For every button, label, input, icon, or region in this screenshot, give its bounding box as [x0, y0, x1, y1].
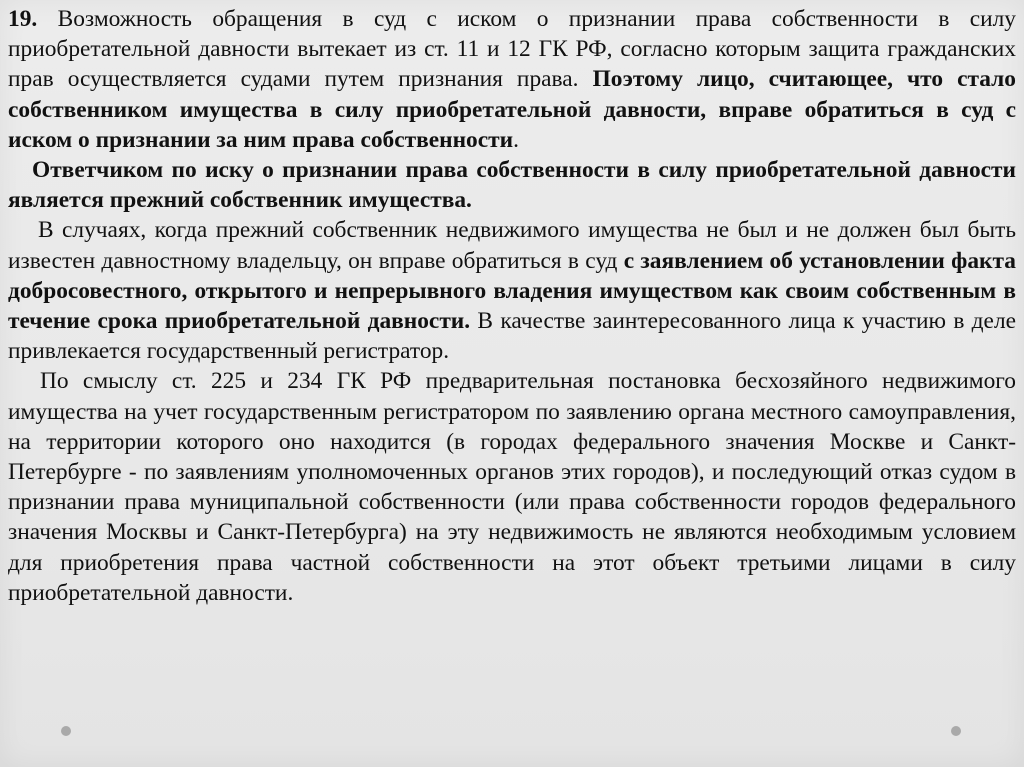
paragraph-1-text: Возможность обращения в суд с иском о признании права собственности в силу приобретательной давности вытекает из ст. 11 и 12 ГК РФ, согласно которым защита гражданских прав осуществляется судами путем признания права.	[8, 6, 1016, 93]
bottom-right-dot	[951, 726, 961, 736]
paragraph-4-text: По смыслу ст. 225 и 234 ГК РФ предварительная постановка бесхозяйного недвижимого имущества на учет государственным регистратором по заявлению органа местного самоуправления, на территории которого оно находится (в городах федерального значения Москве и Санкт-Петербурге - по заявлениям уполномоченных органов этих городов), и последующий отказ судом в признании права муниципальной собственности (или права собственности городов федерального значения Москвы и Санкт-Петербурга) на эту недвижимость не являются необходимым условием для приобретения права частной собственности на этот объект третьими лицами в силу приобретательной давности.	[8, 368, 1016, 606]
paragraph-3-text-end: В качестве заинтересованного лица к участию в деле привлекается государственный регистратор.	[8, 308, 1016, 365]
paragraph-number: 19.	[8, 6, 38, 32]
paragraph-3-bold-text: с заявлением об установлении факта добросовестного, открытого и непрерывного владения имуществом как своим собственным в течение срока приобретательной давности.	[8, 247, 1016, 335]
paragraph-1-bold-text: Поэтому лицо, считающее, что стало собственником имущества в силу приобретательной давности, вправе обратиться в суд с иском о признании за ним права собственности	[8, 66, 1016, 153]
paragraph-4	[8, 366, 1016, 608]
paragraph-3	[8, 215, 1016, 366]
paragraph-2	[8, 155, 1016, 215]
bottom-left-dot	[61, 726, 71, 736]
paragraph-1-tail: .	[513, 126, 519, 153]
document-text	[8, 4, 1016, 608]
paragraph-2-bold-text: Ответчиком по иску о признании права собственности в силу приобретательной давности является прежний собственник имущества.	[8, 157, 1016, 214]
paragraph-3-text-start: В случаях, когда прежний собственник недвижимого имущества не был и не должен был быть известен давностному владельцу, он вправе обратиться в суд	[8, 217, 1016, 274]
paragraph-1	[8, 4, 1016, 155]
